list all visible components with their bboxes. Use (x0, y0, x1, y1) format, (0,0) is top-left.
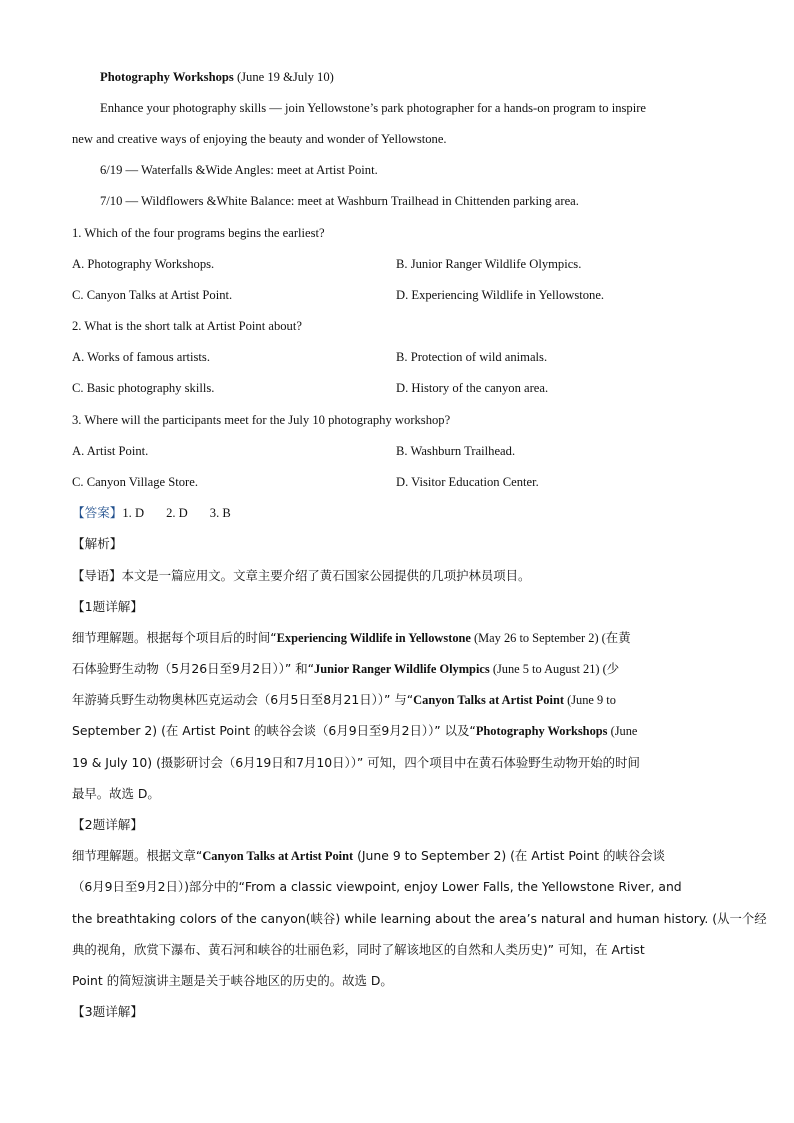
answer-3: 3. B (209, 506, 231, 520)
workshop-dates: (June 19 &July 10) (233, 70, 334, 84)
q1-text: (June 5 to August 21) (少 (489, 662, 620, 676)
q2-program: Canyon Talks at Artist Point (202, 849, 354, 863)
q1-detail-line-4 (72, 723, 637, 739)
q2-detail-line-4: 典的视角，欣赏下瀑布、黄石河和峡谷的壮丽色彩，同时了解该地区的自然和人类历史)” 可知，在 Artist (72, 942, 645, 957)
question-2-option-b: B. Protection of wild animals. (396, 350, 548, 364)
q1-detail-line-6: 最早。故选 D。 (72, 786, 160, 801)
q1-detail-label: 【1题详解】 (72, 599, 143, 614)
answer-line (72, 505, 231, 521)
q2-text: (June 9 to September 2) (在 Artist Point 的峡谷会谈 (353, 848, 666, 863)
workshop-heading (100, 69, 334, 85)
q1-text: September 2) (在 Artist Point 的峡谷会谈（6月9日至9月2日））” 以及“ (72, 723, 476, 738)
q3-detail-label: 【3题详解】 (72, 1004, 143, 1019)
question-1-option-a: A. Photography Workshops. (72, 257, 215, 271)
q1-text: (May 26 to September 2) (在黄 (470, 631, 631, 645)
workshop-intro-line-1: Enhance your photography skills — join Yellowstone’s park photographer for a hands-on program to inspire (100, 101, 646, 115)
q1-program-1: Experiencing Wildlife in Yellowstone (276, 631, 471, 645)
guide-label: 【导语】 (72, 568, 122, 583)
question-1-option-c: C. Canyon Talks at Artist Point. (72, 288, 233, 302)
workshop-intro-line-2: new and creative ways of enjoying the beauty and wonder of Yellowstone. (72, 132, 447, 146)
q1-detail-line-3 (72, 692, 616, 708)
question-3-option-c: C. Canyon Village Store. (72, 475, 198, 489)
q2-detail-line-2: （6月9日至9月2日）)部分中的“From a classic viewpoint, enjoy Lower Falls, the Yellowstone River, and (72, 879, 682, 894)
answer-label: 【答案】 (72, 505, 123, 520)
q1-text: 年游骑兵野生动物奥林匹克运动会（6月5日至8月21日））” 与“ (72, 692, 414, 707)
question-1-option-d: D. Experiencing Wildlife in Yellowstone. (396, 288, 605, 302)
guide-text: 本文是一篇应用文。文章主要介绍了黄石国家公园提供的几项护林员项目。 (121, 568, 531, 583)
guide-line (72, 568, 530, 584)
question-3-stem: 3. Where will the participants meet for the July 10 photography workshop? (72, 413, 451, 427)
workshop-item-2: 7/10 — Wildflowers &White Balance: meet at Washburn Trailhead in Chittenden parking area. (100, 194, 579, 208)
q2-text: 细节理解题。根据文章“ (72, 848, 203, 863)
workshop-title: Photography Workshops (100, 70, 234, 84)
q2-detail-line-3: the breathtaking colors of the canyon(峡谷) while learning about the area’s natural and human history. (从一个经 (72, 911, 767, 926)
q1-text: 石体验野生动物（5月26日至9月2日））” 和“ (72, 661, 315, 676)
q1-detail-line-5: 19 & July 10) (摄影研讨会（6月19日和7月10日））” 可知，四个项目中在黄石体验野生动物开始的时间 (72, 755, 640, 770)
question-2-option-d: D. History of the canyon area. (396, 381, 549, 395)
analysis-label: 【解析】 (72, 536, 123, 551)
question-3-option-d: D. Visitor Education Center. (396, 475, 539, 489)
q1-detail-line-1 (72, 630, 631, 646)
question-1-stem: 1. Which of the four programs begins the earliest? (72, 226, 325, 240)
question-2-option-a: A. Works of famous artists. (72, 350, 210, 364)
q1-text: 细节理解题。根据每个项目后的时间“ (72, 630, 277, 645)
question-1-option-b: B. Junior Ranger Wildlife Olympics. (396, 257, 582, 271)
question-3-option-a: A. Artist Point. (72, 444, 149, 458)
answer-1: 1. D (122, 506, 145, 520)
q1-text: (June 9 to (563, 693, 616, 707)
q1-text: (June (607, 724, 638, 738)
answer-2: 2. D (166, 506, 188, 520)
question-3-option-b: B. Washburn Trailhead. (396, 444, 516, 458)
q1-program-3: Canyon Talks at Artist Point (413, 693, 564, 707)
question-2-stem: 2. What is the short talk at Artist Point about? (72, 319, 302, 333)
q1-program-4: Photography Workshops (475, 724, 608, 738)
q1-detail-line-2 (72, 661, 619, 677)
workshop-item-1: 6/19 — Waterfalls &Wide Angles: meet at Artist Point. (100, 163, 378, 177)
q2-detail-line-1 (72, 848, 665, 864)
q2-detail-line-5: Point 的简短演讲主题是关于峡谷地区的历史的。故选 D。 (72, 973, 393, 988)
question-2-option-c: C. Basic photography skills. (72, 381, 215, 395)
q1-program-2: Junior Ranger Wildlife Olympics (314, 662, 490, 676)
q2-detail-label: 【2题详解】 (72, 817, 143, 832)
